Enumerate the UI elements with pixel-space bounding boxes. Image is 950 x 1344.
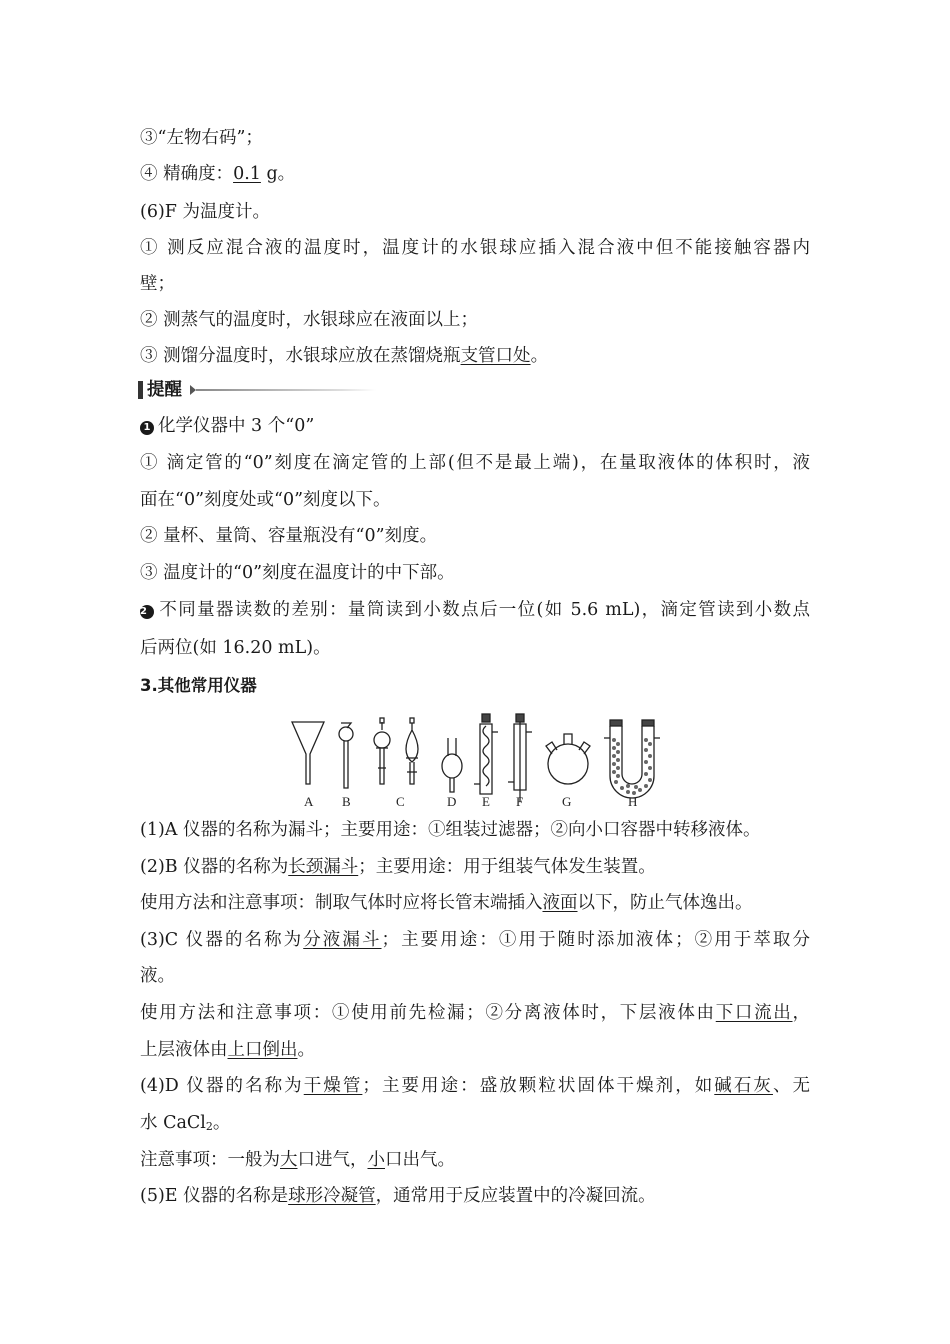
bulb-condenser-icon: [474, 714, 498, 794]
text-line: [140, 1184, 810, 1208]
item-c-answer: 分液漏斗: [303, 930, 382, 950]
punctuation: ，: [792, 1003, 810, 1023]
thermometer-rule-1: ① 测反应混合液的温度时，温度计的水银球应插入混合液中但不能接触容器内: [140, 238, 810, 258]
item-e-text: (5)E 仪器的名称是: [140, 1186, 289, 1206]
item-d-answer: 干燥管: [303, 1076, 363, 1096]
thermometer-heading: (6)F 为温度计。: [140, 202, 270, 222]
bullet-number-icon: 1: [140, 421, 154, 435]
item-b-answer: 长颈漏斗: [288, 857, 359, 877]
text-line: [140, 1074, 810, 1098]
instrument-figure: [284, 710, 668, 810]
thermometer-rule-2: ② 测蒸气的温度时，水银球应在液面以上；: [140, 310, 479, 330]
straight-condenser-icon: [508, 714, 532, 802]
item-c-notes-answer-1: 下口流出: [715, 1003, 793, 1023]
punctuation: 。: [530, 346, 549, 366]
tip-point-2-cont: 后两位(如 16.20 mL)。: [140, 638, 331, 658]
text-line: [140, 928, 810, 952]
item-d-notes-end: 口出气。: [385, 1150, 455, 1170]
tip-header: [138, 378, 378, 402]
text-line: [140, 451, 810, 475]
precision-unit: g。: [260, 164, 296, 184]
section-heading: [140, 674, 810, 698]
item-d-notes-answer-1: 大: [280, 1150, 298, 1170]
figure-label: H: [628, 794, 638, 809]
tip-burette-text: ① 滴定管的“0”刻度在滴定管的上部(但不是最上端)，在量取液体的体积时，液: [140, 453, 810, 473]
item-c-text: (3)C 仪器的名称为: [140, 930, 304, 950]
section-heading-text: 3.其他常用仪器: [140, 676, 257, 695]
subscript: 2: [205, 1120, 213, 1133]
text-line: [140, 414, 810, 438]
figure-label: G: [562, 794, 572, 809]
item-b-usage: ；主要用途：用于组装气体发生装置。: [358, 857, 656, 877]
item-c-notes-cont: 上层液体由: [140, 1040, 228, 1060]
text-line: [140, 561, 810, 585]
tip-point-1: 化学仪器中 3 个“0”: [158, 416, 315, 436]
figure-label: D: [447, 794, 457, 809]
item-d-answer-2: 碱石灰: [714, 1076, 773, 1096]
text-line: [140, 598, 810, 622]
balance-rule-text: ③“左物右码”；: [140, 128, 263, 148]
tip-label: 提醒: [147, 380, 182, 400]
figure-label: F: [516, 794, 524, 809]
text-line: [140, 162, 810, 186]
punctuation: 。: [297, 1040, 315, 1060]
thermometer-rule-3: ③ 测馏分温度时，水银球应放在蒸馏烧瓶: [140, 346, 461, 366]
text-line: [140, 344, 810, 368]
item-d-usage-end: 、无: [772, 1076, 811, 1096]
tip-burette-text-cont: 面在“0”刻度处或“0”刻度以下。: [140, 490, 391, 510]
item-d-usage: ；主要用途：盛放颗粒状固体干燥剂，如: [362, 1076, 715, 1096]
text-line: [140, 200, 810, 224]
bullet-number-icon: 2: [140, 605, 154, 619]
item-b-notes-answer: 液面: [542, 893, 578, 913]
thermometer-rule-1-cont: 壁；: [140, 274, 175, 294]
text-line: [140, 891, 810, 915]
item-c-notes-answer-2: 上口倒出: [227, 1040, 298, 1060]
funnel-icon: [292, 722, 324, 784]
u-tube-icon: [604, 720, 660, 798]
item-b-text: (2)B 仪器的名称为: [140, 857, 289, 877]
punctuation: 。: [212, 1113, 231, 1133]
text-line: [140, 1111, 810, 1139]
figure-label: A: [304, 794, 314, 809]
item-c-notes: 使用方法和注意事项：①使用前先检漏；②分离液体时，下层液体由: [140, 1003, 716, 1023]
item-d-text: (4)D 仪器的名称为: [140, 1076, 304, 1096]
text-line: [140, 636, 810, 660]
figure-label: E: [482, 794, 490, 809]
tip-point-2: 不同量器读数的差别：量筒读到小数点后一位(如 5.6 mL)，滴定管读到小数点: [158, 600, 810, 620]
precision-value: 0.1: [233, 164, 261, 184]
text-line: [140, 1001, 810, 1025]
tip-thermometer-text: ③ 温度计的“0”刻度在温度计的中下部。: [140, 563, 455, 583]
tip-cylinder-text: ② 量杯、量筒、容量瓶没有“0”刻度。: [140, 526, 438, 546]
separatory-funnel-icon: [374, 718, 418, 784]
figure-label: B: [342, 794, 351, 809]
text-line: [140, 1038, 810, 1062]
long-neck-funnel-icon: [339, 723, 353, 788]
item-c-usage-cont: 液。: [140, 966, 175, 986]
item-d-notes-answer-2: 小: [367, 1150, 385, 1170]
item-a-text: (1)A 仪器的名称为漏斗；主要用途：①组装过滤器；②向小口容器中转移液体。: [140, 820, 761, 840]
item-b-notes-end: 以下，防止气体逸出。: [577, 893, 753, 913]
tip-bar: [138, 381, 143, 399]
item-d-notes: 注意事项：一般为: [140, 1150, 280, 1170]
thermometer-rule-3-answer: 支管口处: [460, 346, 531, 366]
text-line: [140, 855, 810, 879]
tip-rule: [196, 389, 376, 391]
text-line: [140, 964, 810, 988]
item-e-usage: ，通常用于反应装置中的冷凝回流。: [375, 1186, 656, 1206]
figure-label: C: [396, 794, 405, 809]
drying-tube-icon: [442, 738, 462, 792]
text-line: [140, 126, 810, 150]
text-line: [140, 488, 810, 512]
item-e-answer: 球形冷凝管: [288, 1186, 376, 1206]
text-line: [140, 524, 810, 548]
precision-label: ④ 精确度：: [140, 164, 234, 184]
text-line: [140, 272, 810, 296]
three-neck-flask-icon: [546, 734, 590, 784]
text-line: [140, 818, 810, 842]
item-c-usage: ；主要用途：①用于随时添加液体；②用于萃取分: [381, 930, 810, 950]
item-d-cacl: 水 CaCl: [140, 1113, 206, 1133]
text-line: [140, 308, 810, 332]
item-d-notes-mid: 口进气，: [297, 1150, 368, 1170]
item-b-notes: 使用方法和注意事项：制取气体时应将长管末端插入: [140, 893, 543, 913]
text-line: [140, 1148, 810, 1172]
text-line: [140, 236, 810, 260]
